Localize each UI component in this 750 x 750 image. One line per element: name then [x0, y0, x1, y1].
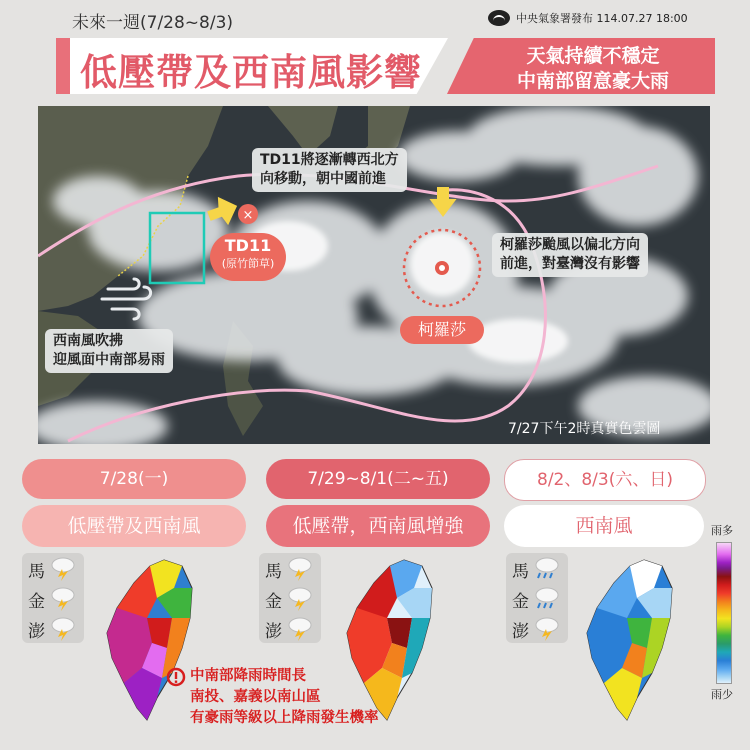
period-2-desc: 低壓帶，西南風增強 — [266, 505, 490, 547]
krosa-callout — [492, 233, 648, 277]
agency-release-info — [488, 10, 688, 26]
outlying-islands-panel-3 — [506, 553, 568, 643]
forecast-range-label: 未來一週(7/28~8/3) — [72, 13, 234, 33]
cwa-logo-icon — [488, 10, 510, 26]
thunder-rain-icon — [48, 585, 78, 615]
island-penghu: 澎 — [512, 622, 529, 642]
heavy-rain-warning — [190, 666, 379, 729]
period-3-date: 8/2、8/3(六、日) — [504, 459, 706, 501]
warning-line-1: 中南部降雨時間長 — [190, 668, 306, 684]
southwest-wind-callout-line-1: 西南風吹拂 — [53, 333, 123, 349]
agency-release-text: 中央氣象署發布 114.07.27 18:00 — [516, 12, 688, 25]
taiwan-rain-map-3 — [582, 558, 682, 723]
period-2-date: 7/29~8/1(二~五) — [266, 459, 490, 499]
southwest-wind-callout — [45, 329, 173, 373]
subtitle-line-1: 天氣持續不穩定 — [526, 45, 660, 67]
legend-top-label: 雨多 — [711, 524, 733, 537]
thunder-rain-icon — [48, 615, 78, 645]
thunder-rain-icon — [285, 585, 315, 615]
legend-bottom-label: 雨少 — [711, 688, 733, 701]
td11-callout — [252, 148, 407, 192]
island-kinmen: 金 — [28, 592, 45, 612]
page-title: 低壓帶及西南風影響 — [80, 51, 422, 94]
rainfall-legend-bar — [716, 542, 732, 684]
rain-icon — [532, 585, 562, 615]
td11-badge — [210, 233, 286, 281]
island-matsu: 馬 — [28, 562, 45, 582]
krosa-callout-line-1: 柯羅莎颱風以偏北方向 — [500, 237, 640, 253]
warning-line-2: 南投、嘉義以南山區 — [190, 689, 321, 705]
island-kinmen: 金 — [265, 592, 282, 612]
td11-callout-line-1: TD11將逐漸轉西北方 — [260, 152, 399, 168]
outlying-islands-panel-2 — [259, 553, 321, 643]
warning-line-3: 有豪雨等級以上降雨發生機率 — [190, 710, 379, 726]
title-accent-bar — [56, 38, 70, 94]
taiwan-rain-map-1 — [102, 558, 202, 723]
island-matsu: 馬 — [265, 562, 282, 582]
island-matsu: 馬 — [512, 562, 529, 582]
island-kinmen: 金 — [512, 592, 529, 612]
warning-icon — [166, 667, 186, 691]
outlying-islands-panel-1 — [22, 553, 84, 643]
rain-icon — [532, 555, 562, 585]
island-penghu: 澎 — [28, 622, 45, 642]
td11-callout-line-2: 向移動，朝中國前進 — [260, 171, 386, 187]
satellite-cloud-image — [38, 106, 710, 444]
southwest-wind-callout-line-2: 迎風面中南部易雨 — [53, 352, 165, 368]
satellite-timestamp: 7/27下午2時真實色雲圖 — [508, 421, 661, 437]
subtitle-line-2: 中南部留意豪大雨 — [516, 70, 669, 92]
thunder-rain-icon — [285, 615, 315, 645]
island-penghu: 澎 — [265, 622, 282, 642]
td11-name: TD11 — [224, 236, 272, 255]
period-1-desc: 低壓帶及西南風 — [22, 505, 246, 547]
td11-marker-x: × — [242, 208, 254, 223]
period-3-desc: 西南風 — [504, 505, 704, 547]
krosa-callout-line-2: 前進，對臺灣沒有影響 — [500, 256, 640, 272]
thunder-rain-icon — [48, 555, 78, 585]
period-1-date: 7/28(一) — [22, 459, 246, 499]
thunder-rain-icon — [532, 615, 562, 645]
thunder-rain-icon — [285, 555, 315, 585]
krosa-badge: 柯羅莎 — [400, 316, 484, 344]
td11-alias: (原竹節草) — [221, 257, 275, 270]
